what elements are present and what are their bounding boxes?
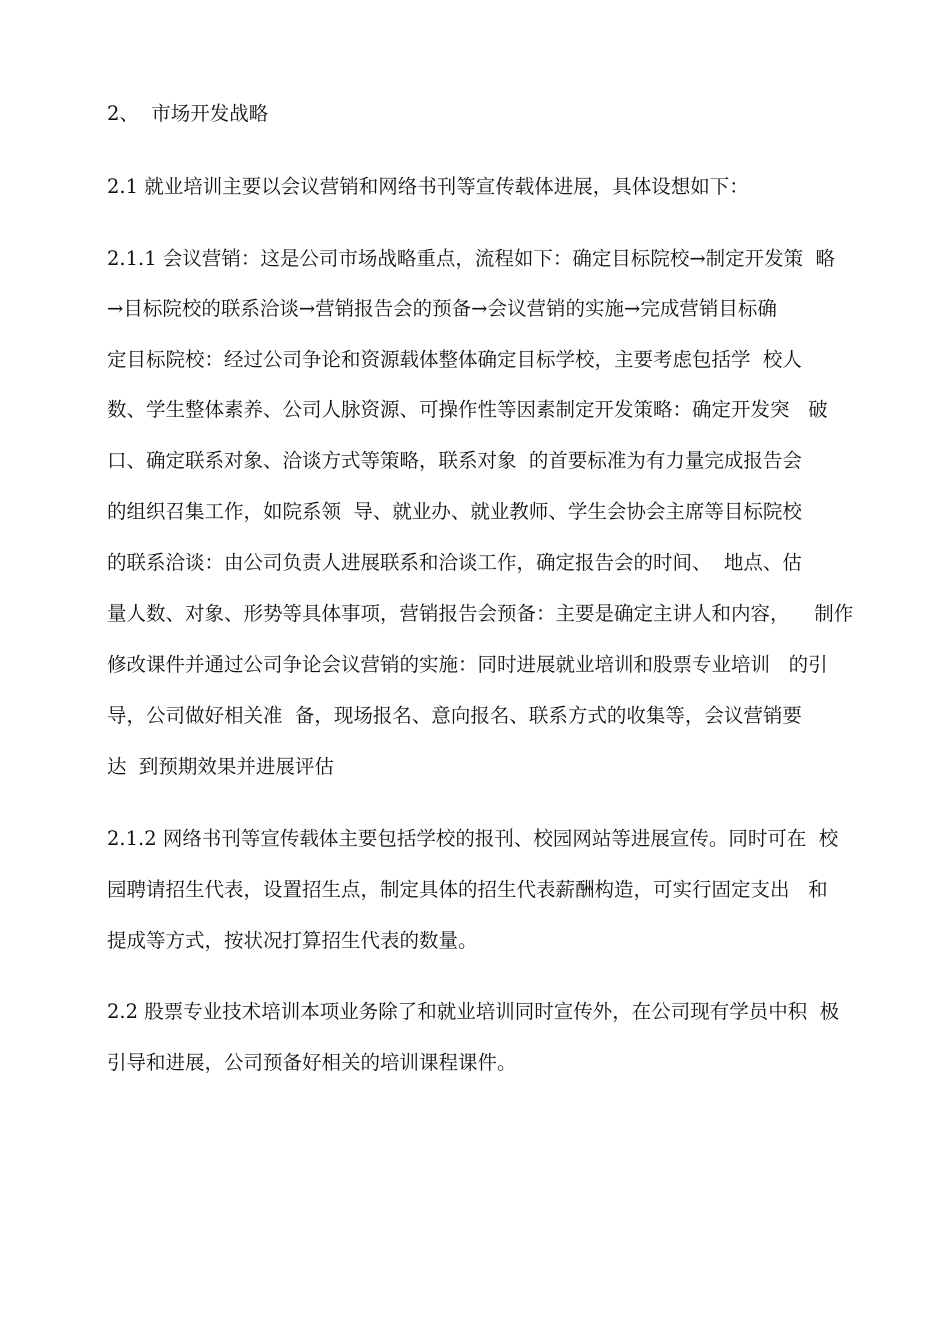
paragraph-2-1-1-line: 量人数、对象、形势等具体事项，营销报告会预备：主要是确定主讲人和内容， 制作 bbox=[107, 602, 854, 625]
paragraph-2-1-line: 2.1 就业培训主要以会议营销和网络书刊等宣传载体进展，具体设想如下： bbox=[107, 175, 749, 198]
paragraph-2-2-line: 引导和进展，公司预备好相关的培训课程课件。 bbox=[107, 1051, 517, 1074]
paragraph-2-1-1-line: 定目标院校：经过公司争论和资源载体整体确定目标学校，主要考虑包括学 校人 bbox=[107, 348, 802, 371]
paragraph-2-1-1-line: 导，公司做好相关准 备，现场报名、意向报名、联系方式的收集等，会议营销要 bbox=[107, 704, 802, 727]
paragraph-2-1-2-line: 2.1.2 网络书刊等宣传载体主要包括学校的报刊、校园网站等进展宣传。同时可在 校 bbox=[107, 827, 839, 850]
paragraph-2-1-2-line: 园聘请招生代表，设置招生点，制定具体的招生代表薪酬构造，可实行固定支出 和 bbox=[107, 878, 828, 901]
paragraph-2-1-1-line: 2.1.1 会议营销：这是公司市场战略重点，流程如下：确定目标院校→制定开发策 略 bbox=[107, 247, 836, 270]
paragraph-2-1-1-line: 修改课件并通过公司争论会议营销的实施：同时进展就业培训和股票专业培训 的引 bbox=[107, 653, 828, 676]
paragraph-2-1-1-line: 的组织召集工作，如院系领 导、就业办、就业教师、学生会协会主席等目标院校 bbox=[107, 500, 802, 523]
paragraph-2-1-1-line: 口、确定联系对象、洽谈方式等策略，联系对象 的首要标准为有力量完成报告会 bbox=[107, 449, 802, 472]
paragraph-2-2-line: 2.2 股票专业技术培训本项业务除了和就业培训同时宣传外，在公司现有学员中积 极 bbox=[107, 1000, 840, 1023]
paragraph-2-1-1-line: →目标院校的联系洽谈→营销报告会的预备→会议营销的实施→完成营销目标确 bbox=[107, 297, 777, 320]
section-heading: 2、 市场开发战略 bbox=[107, 102, 269, 125]
paragraph-2-1-1-line: 达 到预期效果并进展评估 bbox=[107, 755, 334, 778]
paragraph-2-1-2-line: 提成等方式，按状况打算招生代表的数量。 bbox=[107, 929, 478, 952]
paragraph-2-1-1-line: 的联系洽谈：由公司负责人进展联系和洽谈工作，确定报告会的时间、 地点、估 bbox=[107, 551, 802, 574]
paragraph-2-1-1-line: 数、学生整体素养、公司人脉资源、可操作性等因素制定开发策略：确定开发突 破 bbox=[107, 398, 828, 421]
